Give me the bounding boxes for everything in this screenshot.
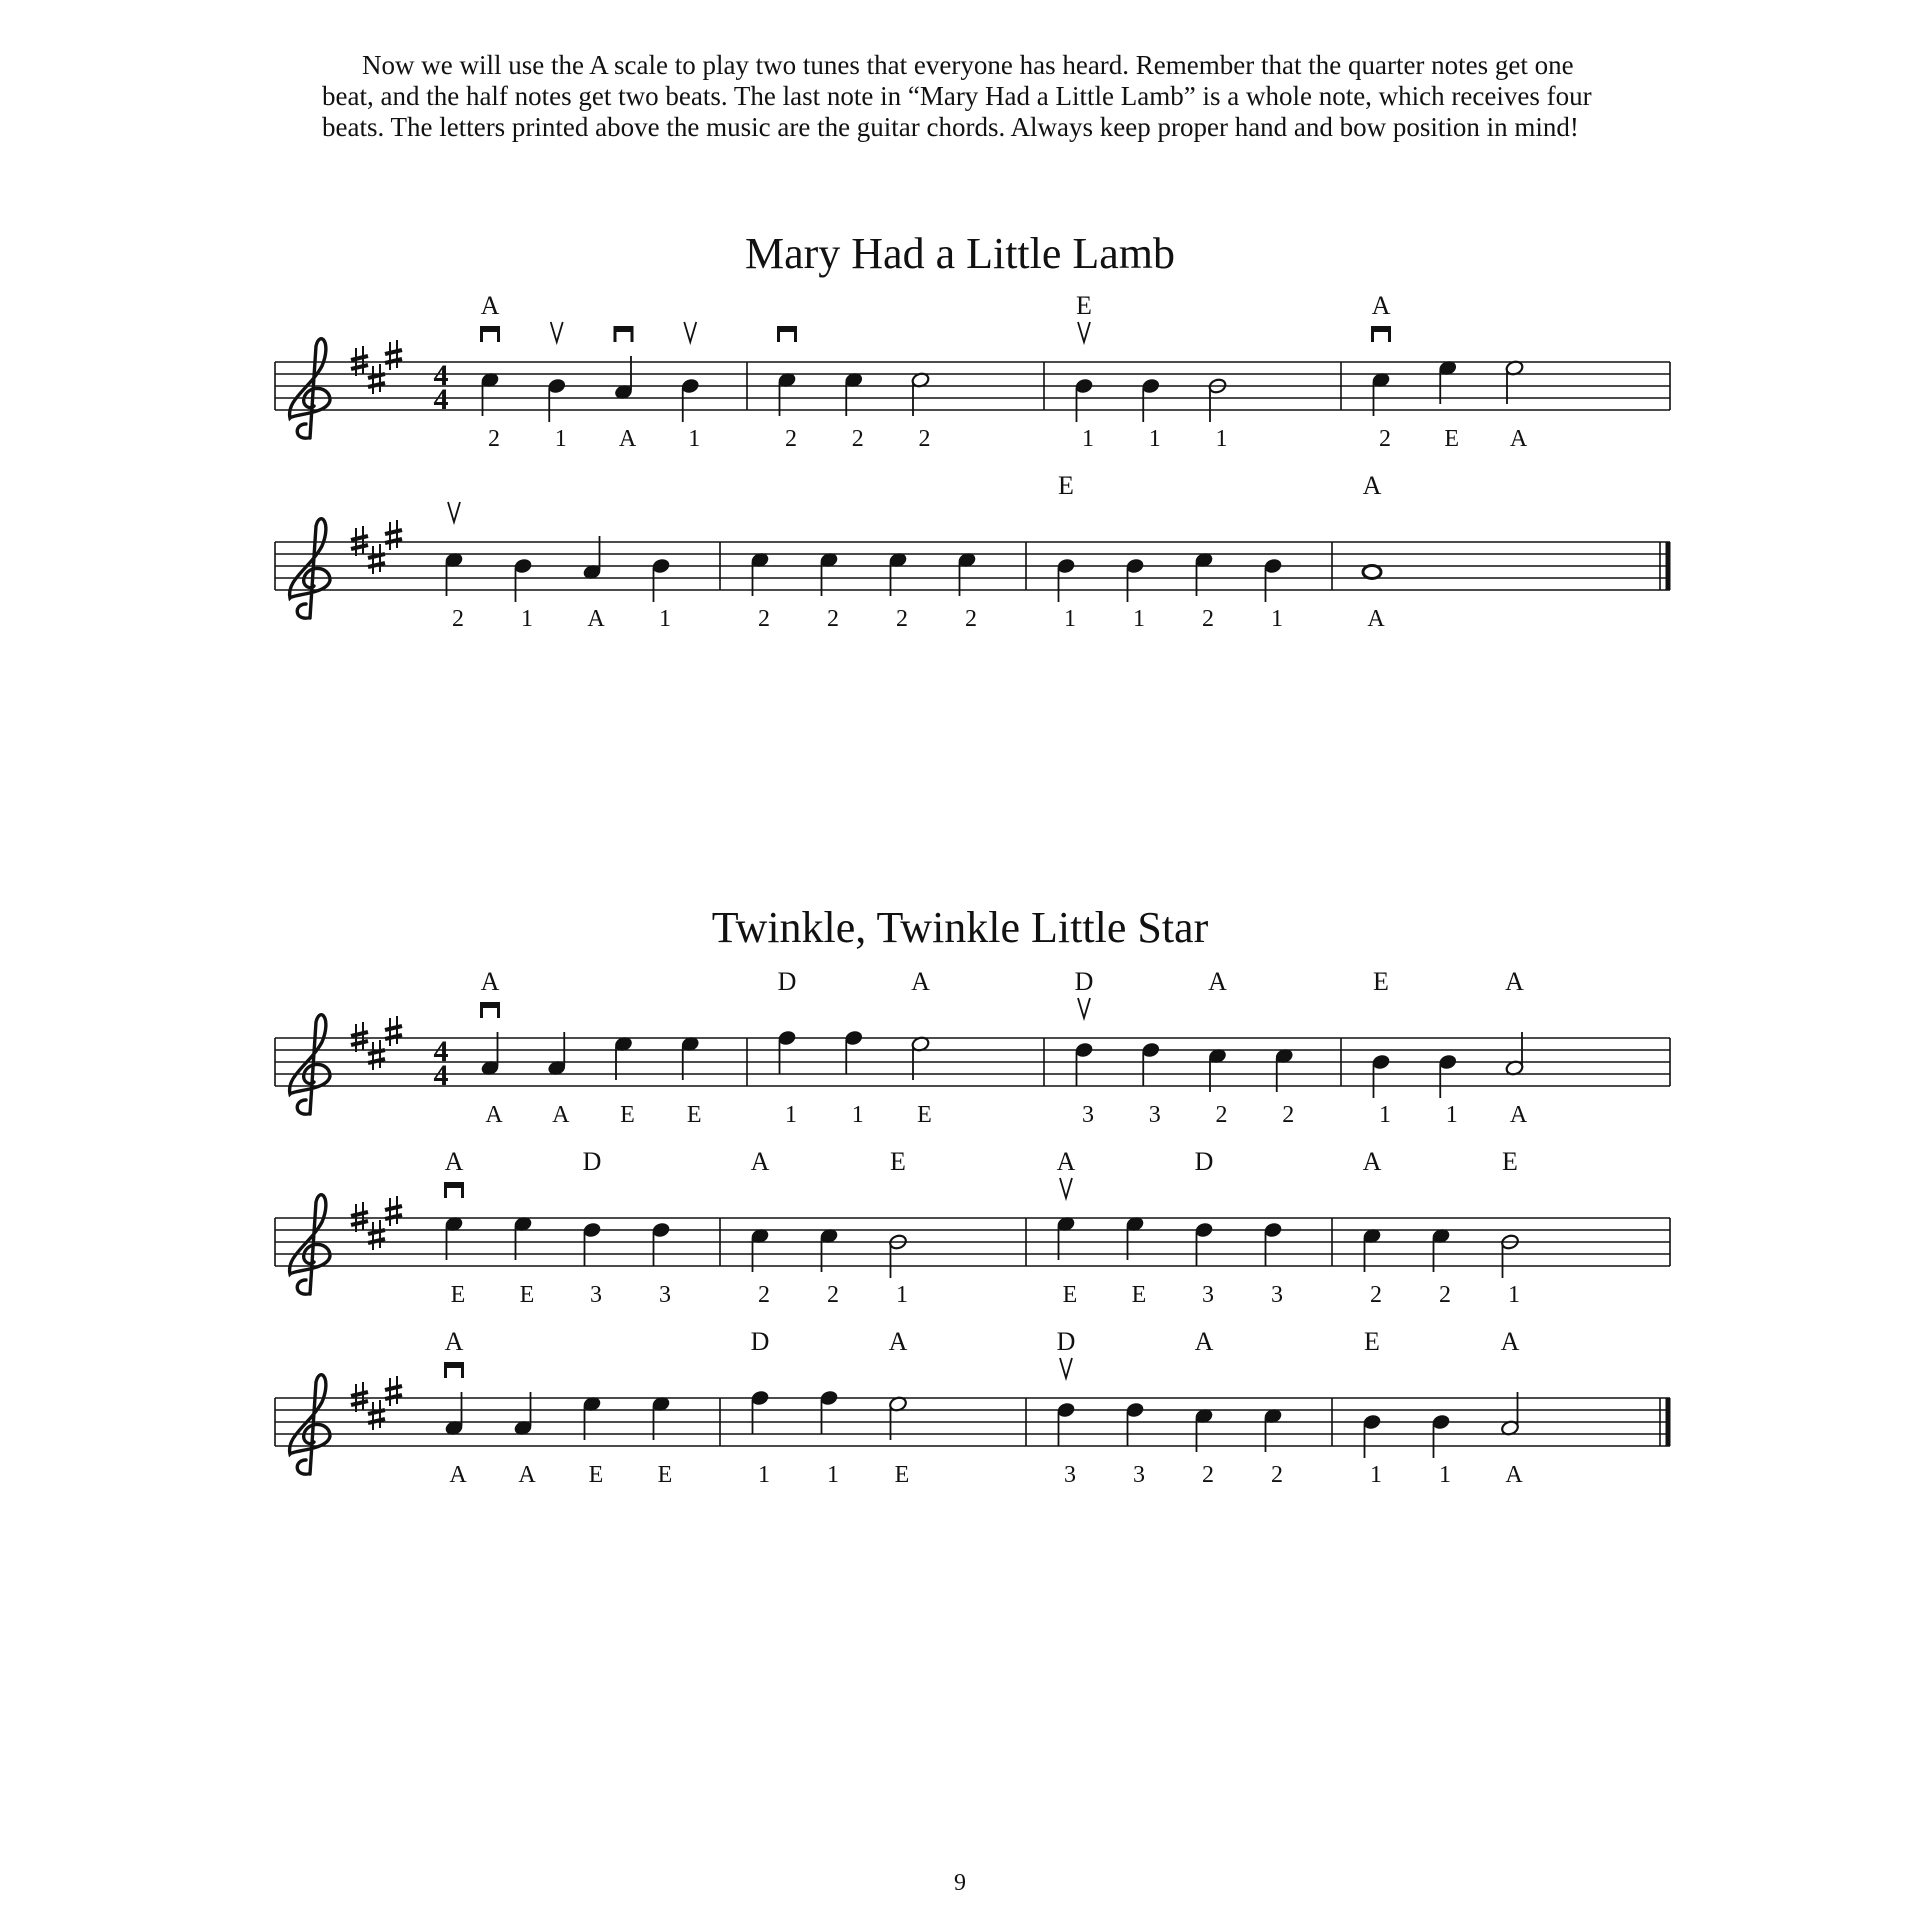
sharp-icon — [385, 1196, 402, 1226]
fingering-label: E — [894, 1462, 910, 1488]
down-bow-leg — [497, 326, 500, 342]
down-bow-icon — [777, 326, 797, 342]
note — [651, 1222, 671, 1308]
treble-clef-icon — [290, 1375, 330, 1474]
fingering-label: E — [519, 1282, 535, 1308]
note — [1431, 1414, 1451, 1488]
fingering-label: 2 — [1282, 1102, 1295, 1128]
note — [1500, 1327, 1523, 1488]
note — [888, 1147, 908, 1308]
up-bow-icon — [448, 502, 460, 522]
down-bow-leg — [444, 1182, 447, 1198]
note — [480, 967, 503, 1128]
note — [1371, 967, 1391, 1128]
note — [582, 1147, 602, 1308]
fingering-label: 3 — [1082, 1102, 1094, 1128]
fingering-label: 1 — [688, 426, 701, 452]
staff-system — [275, 1327, 1670, 1488]
fingering-label: 3 — [1133, 1462, 1145, 1488]
sharp-stroke — [351, 1032, 368, 1036]
chord-symbol: A — [1500, 1327, 1520, 1356]
fingering-label: E — [686, 1102, 702, 1128]
down-bow-icon — [614, 326, 634, 342]
up-bow-icon — [551, 322, 563, 342]
down-bow-leg — [794, 326, 797, 342]
up-bow-icon — [684, 322, 696, 342]
down-bow-leg — [480, 1002, 483, 1018]
fingering-label: 2 — [1370, 1282, 1382, 1308]
fingering-label: E — [1062, 1282, 1078, 1308]
fingering-label: 1 — [1215, 426, 1228, 452]
sharp-stroke — [385, 1386, 402, 1390]
chord-symbol: A — [1505, 967, 1524, 996]
sharp-icon — [351, 1382, 368, 1412]
fingering-label: 1 — [1064, 606, 1076, 632]
fingering-label: 2 — [827, 606, 839, 632]
fingering-label: 1 — [1271, 606, 1283, 632]
chord-symbol: E — [1364, 1327, 1380, 1356]
fingering-label: 3 — [1148, 1102, 1161, 1128]
down-bow-icon — [1371, 326, 1391, 342]
song-title-mary-had-a-little-lamb: Mary Had a Little Lamb — [744, 229, 1176, 278]
down-bow-leg — [461, 1362, 464, 1378]
note — [547, 1032, 570, 1128]
fingering-label: 2 — [758, 606, 770, 632]
sharp-stroke — [351, 1401, 368, 1405]
chord-symbol: E — [1076, 291, 1092, 320]
treble-clef-icon — [290, 519, 330, 618]
chord-symbol: E — [1058, 471, 1074, 500]
chord-symbol: A — [1194, 1327, 1214, 1356]
sharp-icon — [368, 1400, 385, 1430]
fingering-label: 3 — [590, 1282, 602, 1308]
fingering-label: 1 — [521, 606, 533, 632]
sharp-stroke — [385, 350, 402, 354]
fingering-label: 2 — [1202, 606, 1214, 632]
chord-symbol: D — [777, 967, 797, 996]
sharp-icon — [385, 1016, 402, 1046]
fingering-label: 3 — [1271, 1282, 1283, 1308]
note — [1056, 1147, 1077, 1308]
fingering-label: 1 — [659, 606, 671, 632]
note — [888, 552, 908, 632]
note — [1263, 1408, 1283, 1488]
staff-system — [275, 967, 1670, 1128]
fingering-label: 1 — [1379, 1102, 1391, 1128]
sharp-icon — [351, 526, 368, 556]
page-number: 9 — [954, 1870, 966, 1896]
note — [614, 326, 637, 452]
chord-symbol: E — [890, 1147, 906, 1176]
fingering-label: 1 — [1445, 1102, 1458, 1128]
chord-symbol: A — [1208, 967, 1227, 996]
down-bow-icon — [480, 1002, 500, 1018]
chord-symbol: D — [750, 1327, 770, 1356]
down-bow-leg — [614, 326, 617, 342]
fingering-label: 2 — [1379, 426, 1391, 452]
down-bow-leg — [461, 1182, 464, 1198]
sharp-stroke — [351, 365, 368, 369]
note — [957, 552, 977, 632]
sharp-stroke — [351, 536, 368, 540]
down-bow-leg — [631, 326, 634, 342]
fingering-label: 1 — [1133, 606, 1145, 632]
fingering-label: E — [620, 1102, 635, 1128]
sharp-icon — [385, 340, 402, 370]
note — [1363, 471, 1386, 632]
note — [1208, 378, 1228, 452]
treble-clef-icon — [290, 1195, 330, 1294]
chord-symbol: A — [1362, 1147, 1382, 1176]
sharp-icon — [385, 520, 402, 550]
chord-symbol: A — [911, 967, 930, 996]
chord-symbol: A — [750, 1147, 770, 1176]
down-bow-leg — [1371, 326, 1374, 342]
note — [1074, 967, 1094, 1128]
note — [844, 1030, 864, 1128]
chord-symbol: D — [582, 1147, 602, 1176]
fingering-label: 3 — [1064, 1462, 1076, 1488]
fingering-label: 2 — [1215, 1102, 1228, 1128]
chord-symbol: A — [1371, 291, 1391, 320]
note — [1125, 558, 1145, 632]
treble-clef-icon — [290, 1015, 330, 1114]
sharp-icon — [351, 1202, 368, 1232]
sharp-stroke — [351, 1212, 368, 1216]
note — [777, 967, 797, 1128]
fingering-label: 1 — [851, 1102, 864, 1128]
down-bow-icon — [444, 1182, 464, 1198]
fingering-label: A — [485, 1102, 503, 1128]
fingering-label: A — [1505, 1462, 1523, 1488]
up-bow-icon — [1060, 1178, 1072, 1198]
fingering-label: A — [449, 1462, 467, 1488]
fingering-label: 2 — [758, 1282, 770, 1308]
note — [1141, 378, 1161, 452]
note — [1056, 1327, 1076, 1488]
time-signature-top: 4 — [433, 359, 449, 392]
fingering-label: 2 — [851, 426, 864, 452]
down-bow-leg — [444, 1362, 447, 1378]
sharp-icon — [368, 1220, 385, 1250]
note — [1500, 1147, 1520, 1308]
note — [819, 1228, 839, 1308]
sharp-stroke — [351, 1392, 368, 1396]
chord-symbol: D — [1056, 1327, 1076, 1356]
note — [444, 1327, 467, 1488]
fingering-label: A — [518, 1462, 536, 1488]
note — [681, 322, 701, 452]
time-signature-top: 4 — [433, 1035, 449, 1068]
time-signature-bottom: 4 — [433, 383, 449, 416]
note — [444, 1147, 465, 1308]
fingering-label: 1 — [1508, 1282, 1520, 1308]
down-bow-leg — [497, 1002, 500, 1018]
down-bow-leg — [777, 326, 780, 342]
fingering-label: A — [552, 1102, 570, 1128]
note — [888, 1327, 909, 1488]
note — [1194, 1327, 1214, 1488]
up-bow-icon — [1078, 998, 1090, 1018]
fingering-label: A — [1367, 606, 1385, 632]
up-bow-icon — [1060, 1358, 1072, 1378]
note — [513, 558, 533, 632]
fingering-label: A — [587, 606, 605, 632]
fingering-label: 2 — [1271, 1462, 1283, 1488]
staff-system — [275, 471, 1670, 632]
fingering-label: E — [450, 1282, 466, 1308]
fingering-label: 2 — [965, 606, 977, 632]
fingering-label: E — [657, 1462, 673, 1488]
note — [444, 502, 464, 632]
sharp-icon — [368, 364, 385, 394]
time-signature-bottom: 4 — [433, 1059, 449, 1092]
sharp-stroke — [385, 1026, 402, 1030]
sharp-icon — [351, 1022, 368, 1052]
up-bow-icon — [1078, 322, 1090, 342]
fingering-label: 2 — [896, 606, 908, 632]
fingering-label: 2 — [1202, 1462, 1214, 1488]
note — [1074, 291, 1094, 452]
note — [844, 372, 864, 452]
fingering-label: 2 — [918, 426, 931, 452]
fingering-label: 2 — [1439, 1282, 1451, 1308]
fingering-label: 2 — [827, 1282, 839, 1308]
sharp-stroke — [351, 1221, 368, 1225]
fingering-label: 1 — [1148, 426, 1161, 452]
fingering-label: 1 — [758, 1462, 770, 1488]
fingering-label: 1 — [827, 1462, 839, 1488]
note — [819, 1390, 839, 1488]
sharp-icon — [351, 346, 368, 376]
chord-symbol: A — [1362, 471, 1382, 500]
note — [911, 967, 932, 1128]
whole-note-head — [1363, 566, 1381, 579]
down-bow-leg — [1388, 326, 1391, 342]
chord-symbol: D — [1074, 967, 1094, 996]
note — [651, 558, 671, 632]
fingering-label: 1 — [554, 426, 567, 452]
note — [1125, 1402, 1145, 1488]
note — [750, 552, 770, 632]
down-bow-icon — [444, 1362, 464, 1378]
fingering-label: 3 — [659, 1282, 671, 1308]
note — [1141, 1042, 1161, 1128]
note — [582, 536, 605, 632]
fingering-label: E — [917, 1102, 932, 1128]
note — [1431, 1228, 1451, 1308]
note — [1263, 558, 1283, 632]
chord-symbol: D — [1194, 1147, 1214, 1176]
chord-symbol: E — [1502, 1147, 1518, 1176]
fingering-label: A — [1509, 426, 1528, 452]
sharp-stroke — [385, 530, 402, 534]
chord-symbol: A — [444, 1147, 464, 1176]
chord-symbol: A — [480, 291, 500, 320]
intro-paragraph: Now we will use the A scale to play two tunes that everyone has heard. Remember that the quarter notes get one beat, and the half notes get two beats. The last note in “Mary Had a Little Lamb” is a whole note, which receives four beats. The letters printed above the music are the guitar chords. Always keep proper hand and bow position in mind! — [322, 50, 1592, 142]
fingering-label: A — [618, 426, 637, 452]
sharp-stroke — [385, 1206, 402, 1210]
sharp-stroke — [351, 545, 368, 549]
fingering-label: 1 — [785, 1102, 797, 1128]
note — [1275, 1048, 1295, 1128]
fingering-label: 1 — [1439, 1462, 1451, 1488]
note — [1194, 552, 1214, 632]
staff-system — [275, 1147, 1670, 1308]
chord-symbol: A — [1056, 1147, 1076, 1176]
fingering-label: 1 — [1082, 426, 1094, 452]
chord-symbol: A — [480, 967, 500, 996]
note — [750, 1147, 770, 1308]
note — [911, 372, 931, 452]
fingering-label: E — [588, 1462, 604, 1488]
note — [1208, 967, 1228, 1128]
down-bow-icon — [480, 326, 500, 342]
note — [1438, 1054, 1458, 1128]
note — [1194, 1147, 1214, 1308]
down-bow-leg — [480, 326, 483, 342]
fingering-label: A — [1509, 1102, 1528, 1128]
note — [513, 1392, 536, 1488]
note — [750, 1327, 770, 1488]
fingering-label: 1 — [1370, 1462, 1382, 1488]
note — [1362, 1327, 1382, 1488]
song-title-twinkle-twinkle: Twinkle, Twinkle Little Star — [711, 903, 1209, 952]
fingering-label: E — [1131, 1282, 1147, 1308]
fingering-label: 2 — [488, 426, 500, 452]
note — [1362, 1147, 1382, 1308]
chord-symbol: E — [1373, 967, 1389, 996]
note — [1371, 291, 1391, 452]
sharp-stroke — [351, 1041, 368, 1045]
note — [1263, 1222, 1283, 1308]
fingering-label: 2 — [785, 426, 797, 452]
note — [777, 326, 797, 452]
note — [480, 291, 500, 452]
sharp-icon — [368, 544, 385, 574]
sharp-icon — [368, 1040, 385, 1070]
sharp-stroke — [351, 356, 368, 360]
note — [1505, 967, 1528, 1128]
staff-system — [275, 291, 1670, 452]
fingering-label: 2 — [452, 606, 464, 632]
note — [1056, 471, 1076, 632]
fingering-label: 3 — [1202, 1282, 1214, 1308]
chord-symbol: A — [888, 1327, 908, 1356]
fingering-label: 1 — [896, 1282, 908, 1308]
treble-clef-icon — [290, 339, 330, 438]
sharp-icon — [385, 1376, 402, 1406]
chord-symbol: A — [444, 1327, 464, 1356]
fingering-label: E — [1444, 426, 1460, 452]
note — [819, 552, 839, 632]
note — [547, 322, 567, 452]
